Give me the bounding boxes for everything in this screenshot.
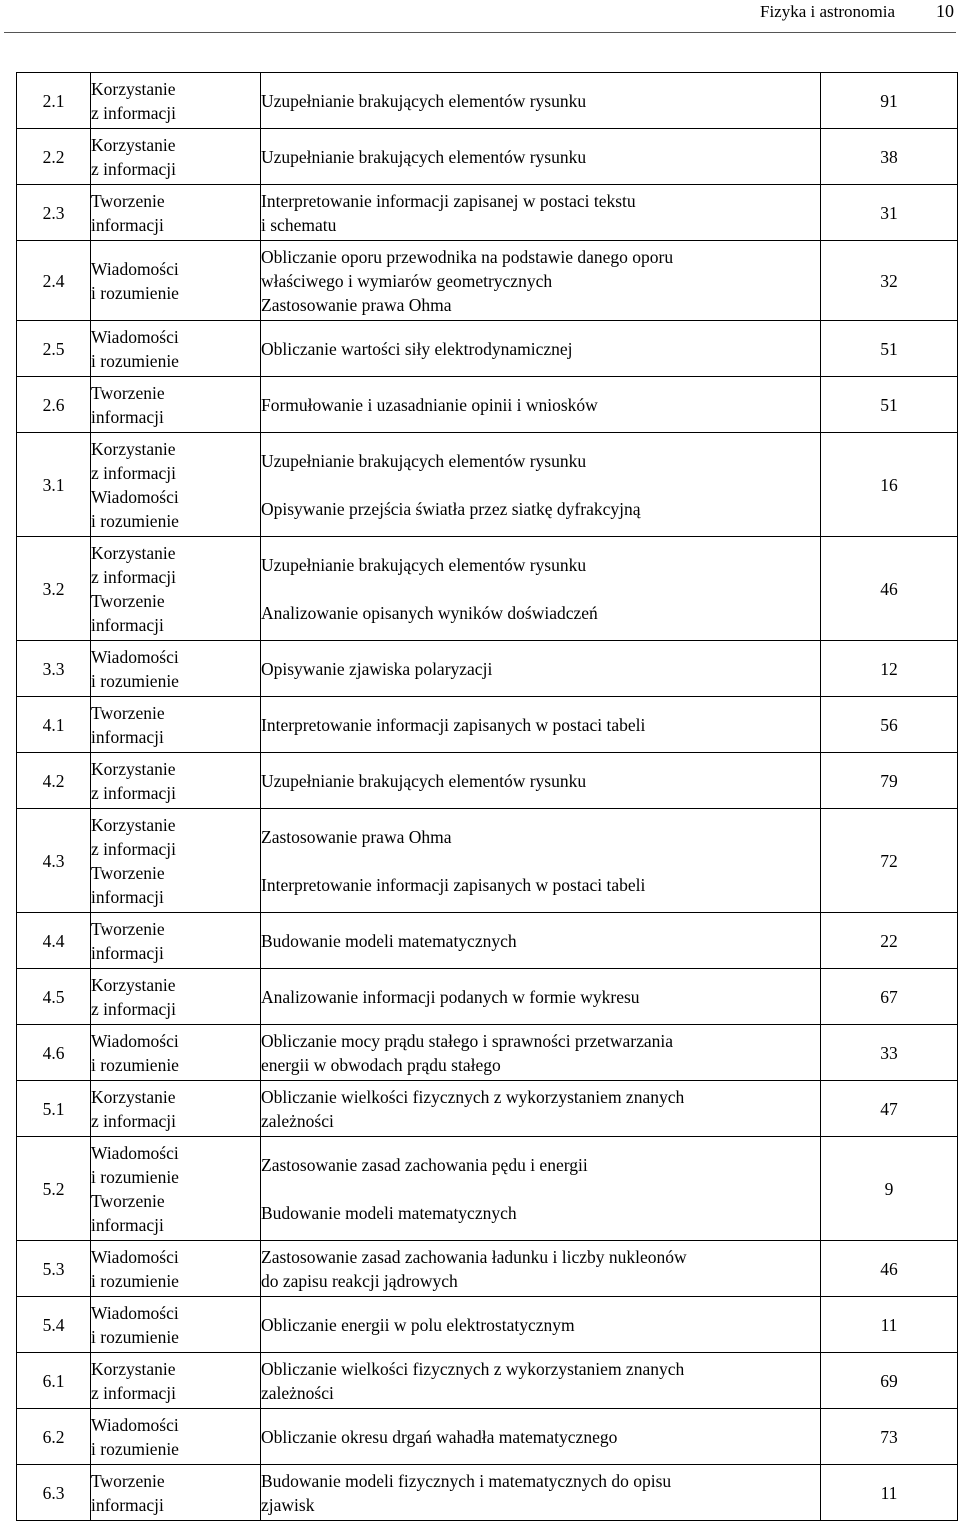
task-description bbox=[261, 969, 821, 1025]
line-gap bbox=[261, 577, 820, 601]
task-description bbox=[261, 433, 821, 537]
skill-category bbox=[91, 1081, 261, 1137]
task-score: 51 bbox=[821, 321, 958, 377]
skill-category-line: Korzystanie bbox=[91, 758, 176, 779]
task-description bbox=[261, 1297, 821, 1353]
task-description-line: Zastosowanie prawa Ohma bbox=[261, 826, 452, 847]
task-description bbox=[261, 537, 821, 641]
task-score: 32 bbox=[821, 241, 958, 321]
task-number: 2.3 bbox=[17, 185, 91, 241]
task-description-line: Uzupełnianie brakujących elementów rysunku bbox=[261, 770, 587, 791]
skill-category-line: i rozumienie bbox=[91, 282, 179, 303]
page-header bbox=[0, 0, 960, 24]
table-row bbox=[17, 185, 958, 241]
task-description-line: Formułowanie i uzasadnianie opinii i wniosków bbox=[261, 394, 598, 415]
table-row bbox=[17, 1409, 958, 1465]
task-description-line: i schematu bbox=[261, 214, 337, 235]
task-description bbox=[261, 1353, 821, 1409]
skill-category-line: i rozumienie bbox=[91, 1166, 179, 1187]
task-number: 5.2 bbox=[17, 1137, 91, 1241]
task-description-line: Analizowanie informacji podanych w formie wykresu bbox=[261, 986, 640, 1007]
skill-category bbox=[91, 433, 261, 537]
task-description-line: Budowanie modeli matematycznych bbox=[261, 930, 517, 951]
skill-category-line: z informacji bbox=[91, 566, 177, 587]
results-table-body bbox=[17, 73, 958, 1521]
skill-category-line: informacji bbox=[91, 614, 164, 635]
task-description-line: Interpretowanie informacji zapisanej w postaci tekstu bbox=[261, 190, 636, 211]
skill-category-line: informacji bbox=[91, 1494, 164, 1515]
task-score: 91 bbox=[821, 73, 958, 129]
task-description-line: Interpretowanie informacji zapisanych w postaci tabeli bbox=[261, 714, 646, 735]
task-description bbox=[261, 697, 821, 753]
task-description bbox=[261, 1465, 821, 1521]
task-description bbox=[261, 1241, 821, 1297]
skill-category-line: z informacji bbox=[91, 1382, 177, 1403]
task-description-line: do zapisu reakcji jądrowych bbox=[261, 1270, 458, 1291]
skill-category bbox=[91, 809, 261, 913]
task-score: 12 bbox=[821, 641, 958, 697]
task-description-line: Obliczanie wartości siły elektrodynamicznej bbox=[261, 338, 573, 359]
task-description-line: Opisywanie zjawiska polaryzacji bbox=[261, 658, 493, 679]
skill-category-line: Wiadomości bbox=[91, 258, 179, 279]
skill-category-line: Tworzenie bbox=[91, 1190, 165, 1211]
task-score: 72 bbox=[821, 809, 958, 913]
task-description-line: Uzupełnianie brakujących elementów rysunku bbox=[261, 450, 587, 471]
skill-category-line: Korzystanie bbox=[91, 1086, 176, 1107]
task-description-line: Zastosowanie zasad zachowania pędu i energii bbox=[261, 1154, 588, 1175]
task-description-line: Zastosowanie prawa Ohma bbox=[261, 294, 452, 315]
table-row bbox=[17, 73, 958, 129]
task-description-line: zjawisk bbox=[261, 1494, 315, 1515]
skill-category bbox=[91, 1137, 261, 1241]
task-description-line: energii w obwodach prądu stałego bbox=[261, 1054, 501, 1075]
task-score: 11 bbox=[821, 1297, 958, 1353]
table-row bbox=[17, 537, 958, 641]
table-row bbox=[17, 1465, 958, 1521]
skill-category-line: z informacji bbox=[91, 998, 177, 1019]
task-description-line: Analizowanie opisanych wyników doświadczeń bbox=[261, 602, 598, 623]
task-description-line: Uzupełnianie brakujących elementów rysunku bbox=[261, 554, 587, 575]
task-number: 4.1 bbox=[17, 697, 91, 753]
task-description-line: Budowanie modeli matematycznych bbox=[261, 1202, 517, 1223]
task-score: 69 bbox=[821, 1353, 958, 1409]
task-description-line: Uzupełnianie brakujących elementów rysunku bbox=[261, 90, 587, 111]
task-number: 2.2 bbox=[17, 129, 91, 185]
skill-category bbox=[91, 241, 261, 321]
task-number: 2.6 bbox=[17, 377, 91, 433]
skill-category bbox=[91, 1025, 261, 1081]
table-row bbox=[17, 913, 958, 969]
table-row bbox=[17, 1025, 958, 1081]
skill-category-line: i rozumienie bbox=[91, 350, 179, 371]
task-score: 51 bbox=[821, 377, 958, 433]
skill-category-line: Wiadomości bbox=[91, 1246, 179, 1267]
skill-category bbox=[91, 1353, 261, 1409]
task-description bbox=[261, 73, 821, 129]
skill-category-line: Korzystanie bbox=[91, 1358, 176, 1379]
table-row bbox=[17, 641, 958, 697]
skill-category bbox=[91, 969, 261, 1025]
task-number: 6.1 bbox=[17, 1353, 91, 1409]
skill-category bbox=[91, 377, 261, 433]
task-description-line: Obliczanie energii w polu elektrostatycznym bbox=[261, 1314, 575, 1335]
skill-category bbox=[91, 753, 261, 809]
table-row bbox=[17, 1353, 958, 1409]
skill-category bbox=[91, 1241, 261, 1297]
skill-category-line: Tworzenie bbox=[91, 382, 165, 403]
task-number: 3.3 bbox=[17, 641, 91, 697]
task-description-line: Obliczanie wielkości fizycznych z wykorzystaniem znanych bbox=[261, 1358, 685, 1379]
task-number: 3.2 bbox=[17, 537, 91, 641]
task-number: 5.3 bbox=[17, 1241, 91, 1297]
results-table bbox=[16, 72, 958, 1521]
task-description bbox=[261, 185, 821, 241]
task-number: 2.5 bbox=[17, 321, 91, 377]
skill-category bbox=[91, 537, 261, 641]
task-number: 4.2 bbox=[17, 753, 91, 809]
header-divider bbox=[4, 32, 956, 33]
skill-category bbox=[91, 697, 261, 753]
skill-category bbox=[91, 641, 261, 697]
skill-category-line: informacji bbox=[91, 886, 164, 907]
task-score: 56 bbox=[821, 697, 958, 753]
task-score: 46 bbox=[821, 1241, 958, 1297]
task-score: 22 bbox=[821, 913, 958, 969]
task-description bbox=[261, 377, 821, 433]
skill-category-line: i rozumienie bbox=[91, 670, 179, 691]
skill-category-line: i rozumienie bbox=[91, 1270, 179, 1291]
skill-category-line: z informacji bbox=[91, 782, 177, 803]
table-row bbox=[17, 969, 958, 1025]
task-description-line: zależności bbox=[261, 1110, 334, 1131]
skill-category-line: Tworzenie bbox=[91, 1470, 165, 1491]
task-description bbox=[261, 321, 821, 377]
task-score: 33 bbox=[821, 1025, 958, 1081]
task-score: 73 bbox=[821, 1409, 958, 1465]
line-gap bbox=[261, 473, 820, 497]
skill-category-line: Tworzenie bbox=[91, 918, 165, 939]
skill-category bbox=[91, 321, 261, 377]
skill-category-line: Korzystanie bbox=[91, 974, 176, 995]
task-number: 5.1 bbox=[17, 1081, 91, 1137]
task-score: 67 bbox=[821, 969, 958, 1025]
task-description-line: Uzupełnianie brakujących elementów rysunku bbox=[261, 146, 587, 167]
task-description-line: Obliczanie wielkości fizycznych z wykorzystaniem znanych bbox=[261, 1086, 685, 1107]
task-score: 38 bbox=[821, 129, 958, 185]
task-number: 4.4 bbox=[17, 913, 91, 969]
task-description-line: właściwego i wymiarów geometrycznych bbox=[261, 270, 553, 291]
skill-category-line: Tworzenie bbox=[91, 190, 165, 211]
task-number: 4.5 bbox=[17, 969, 91, 1025]
table-row bbox=[17, 1137, 958, 1241]
skill-category-line: Wiadomości bbox=[91, 1302, 179, 1323]
task-description bbox=[261, 641, 821, 697]
skill-category bbox=[91, 913, 261, 969]
skill-category-line: informacji bbox=[91, 1214, 164, 1235]
task-description bbox=[261, 1025, 821, 1081]
task-number: 4.6 bbox=[17, 1025, 91, 1081]
task-description bbox=[261, 129, 821, 185]
skill-category-line: Tworzenie bbox=[91, 590, 165, 611]
skill-category-line: i rozumienie bbox=[91, 510, 179, 531]
skill-category-line: Tworzenie bbox=[91, 702, 165, 723]
skill-category bbox=[91, 1465, 261, 1521]
skill-category-line: informacji bbox=[91, 406, 164, 427]
task-description-line: Obliczanie okresu drgań wahadła matematycznego bbox=[261, 1426, 618, 1447]
table-row bbox=[17, 1081, 958, 1137]
table-row bbox=[17, 809, 958, 913]
skill-category-line: informacji bbox=[91, 726, 164, 747]
skill-category bbox=[91, 1297, 261, 1353]
table-row bbox=[17, 241, 958, 321]
task-description bbox=[261, 1137, 821, 1241]
task-score: 9 bbox=[821, 1137, 958, 1241]
skill-category-line: Wiadomości bbox=[91, 486, 179, 507]
line-gap bbox=[261, 1177, 820, 1201]
skill-category-line: Wiadomości bbox=[91, 1414, 179, 1435]
table-row bbox=[17, 377, 958, 433]
skill-category-line: z informacji bbox=[91, 462, 177, 483]
skill-category-line: i rozumienie bbox=[91, 1438, 179, 1459]
task-description bbox=[261, 809, 821, 913]
task-number: 6.2 bbox=[17, 1409, 91, 1465]
task-number: 2.1 bbox=[17, 73, 91, 129]
task-score: 31 bbox=[821, 185, 958, 241]
line-gap bbox=[261, 849, 820, 873]
task-number: 4.3 bbox=[17, 809, 91, 913]
skill-category-line: Wiadomości bbox=[91, 1142, 179, 1163]
task-score: 47 bbox=[821, 1081, 958, 1137]
skill-category-line: z informacji bbox=[91, 102, 177, 123]
task-description bbox=[261, 1081, 821, 1137]
task-description-line: zależności bbox=[261, 1382, 334, 1403]
skill-category bbox=[91, 185, 261, 241]
task-score: 11 bbox=[821, 1465, 958, 1521]
skill-category-line: Korzystanie bbox=[91, 542, 176, 563]
task-number: 6.3 bbox=[17, 1465, 91, 1521]
skill-category bbox=[91, 73, 261, 129]
skill-category-line: Korzystanie bbox=[91, 438, 176, 459]
header-title: Fizyka i astronomia bbox=[760, 2, 896, 21]
table-row bbox=[17, 1241, 958, 1297]
table-row bbox=[17, 1297, 958, 1353]
skill-category-line: Wiadomości bbox=[91, 646, 179, 667]
skill-category-line: i rozumienie bbox=[91, 1054, 179, 1075]
task-score: 79 bbox=[821, 753, 958, 809]
task-description-line: Interpretowanie informacji zapisanych w postaci tabeli bbox=[261, 874, 646, 895]
task-number: 3.1 bbox=[17, 433, 91, 537]
task-description-line: Obliczanie oporu przewodnika na podstawie danego oporu bbox=[261, 246, 674, 267]
table-row bbox=[17, 433, 958, 537]
skill-category-line: Korzystanie bbox=[91, 78, 176, 99]
skill-category-line: Wiadomości bbox=[91, 1030, 179, 1051]
table-row bbox=[17, 753, 958, 809]
skill-category-line: informacji bbox=[91, 942, 164, 963]
task-description bbox=[261, 241, 821, 321]
table-row bbox=[17, 697, 958, 753]
task-description-line: Zastosowanie zasad zachowania ładunku i liczby nukleonów bbox=[261, 1246, 687, 1267]
task-description bbox=[261, 1409, 821, 1465]
skill-category-line: Tworzenie bbox=[91, 862, 165, 883]
task-score: 16 bbox=[821, 433, 958, 537]
task-number: 5.4 bbox=[17, 1297, 91, 1353]
skill-category bbox=[91, 1409, 261, 1465]
skill-category-line: Korzystanie bbox=[91, 134, 176, 155]
skill-category-line: z informacji bbox=[91, 838, 177, 859]
page-number: 10 bbox=[936, 1, 954, 21]
task-description bbox=[261, 753, 821, 809]
table-row bbox=[17, 321, 958, 377]
task-description-line: Opisywanie przejścia światła przez siatkę dyfrakcyjną bbox=[261, 498, 641, 519]
task-score: 46 bbox=[821, 537, 958, 641]
task-number: 2.4 bbox=[17, 241, 91, 321]
skill-category-line: z informacji bbox=[91, 1110, 177, 1131]
skill-category-line: Wiadomości bbox=[91, 326, 179, 347]
skill-category-line: z informacji bbox=[91, 158, 177, 179]
skill-category-line: informacji bbox=[91, 214, 164, 235]
task-description-line: Budowanie modeli fizycznych i matematycznych do opisu bbox=[261, 1470, 672, 1491]
task-description-line: Obliczanie mocy prądu stałego i sprawności przetwarzania bbox=[261, 1030, 674, 1051]
skill-category-line: Korzystanie bbox=[91, 814, 176, 835]
task-description bbox=[261, 913, 821, 969]
skill-category bbox=[91, 129, 261, 185]
skill-category-line: i rozumienie bbox=[91, 1326, 179, 1347]
table-row bbox=[17, 129, 958, 185]
